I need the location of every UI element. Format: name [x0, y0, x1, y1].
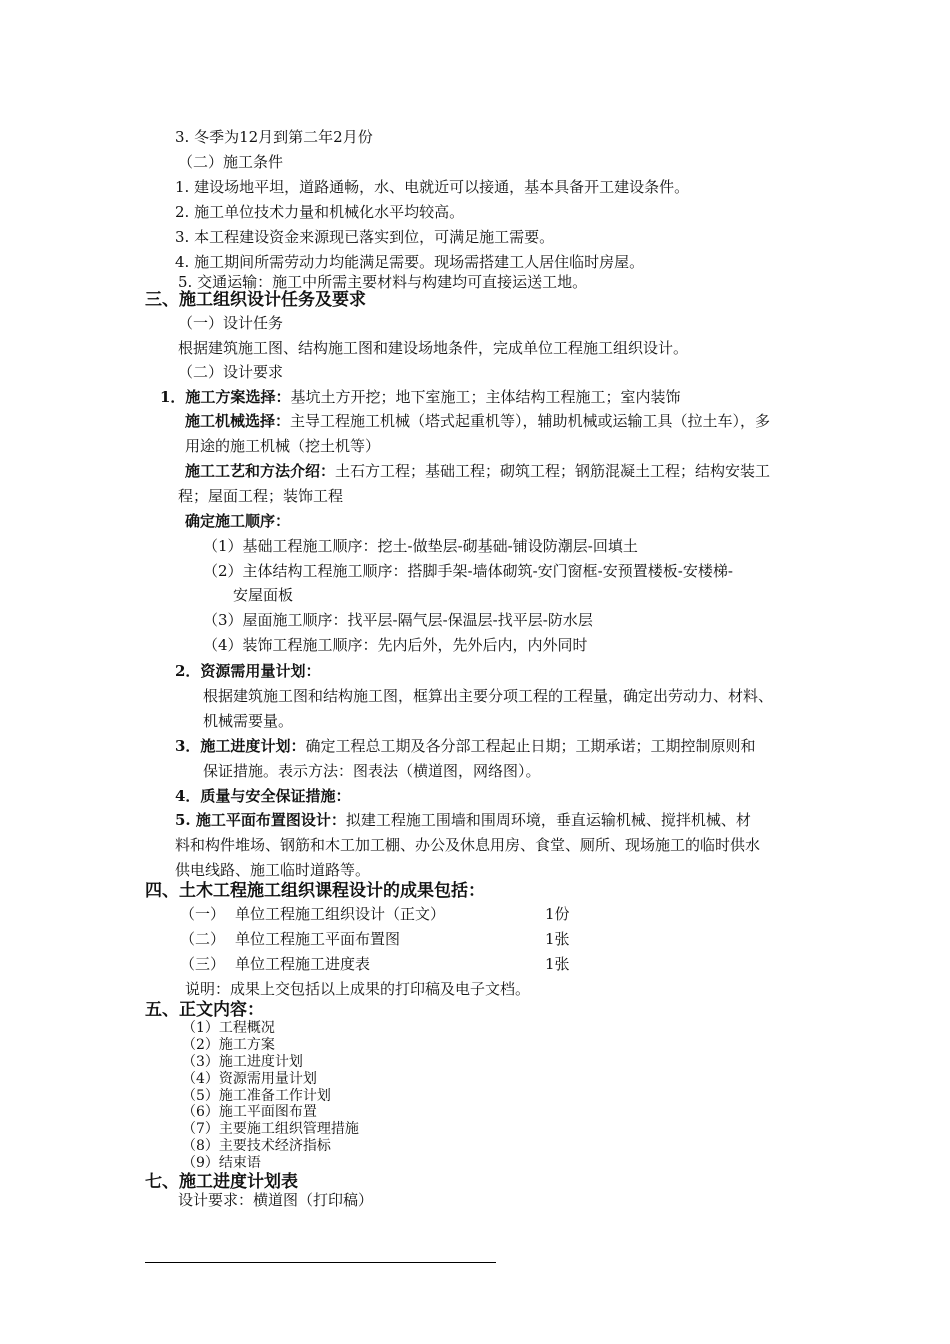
- condition-item-4: 4. 施工期间所需劳动力均能满足需要。现场需搭建工人居住临时房屋。: [175, 253, 645, 271]
- site-layout-text-cont: 料和构件堆场、钢筋和木工加工棚、办公及休息用房、食堂、厕所、现场施工的临时供水: [175, 836, 761, 854]
- site-layout-text-cont2: 供电线路、施工临时道路等。: [175, 861, 371, 879]
- requirement-label: 施工工艺和方法介绍：: [185, 462, 336, 480]
- schedule-plan-label: 3．施工进度计划：: [175, 737, 306, 755]
- resource-plan-label: 2．资源需用量计划：: [175, 662, 321, 680]
- site-layout-text: 拟建工程施工围墙和围周环境，垂直运输机械、搅拌机械、材: [345, 811, 751, 829]
- sequence-item-3: （3）屋面施工顺序：找平层-隔气层-保温层-找平层-防水层: [203, 611, 593, 629]
- design-task-text: 根据建筑施工图、结构施工图和建设场地条件，完成单位工程施工组织设计。: [178, 339, 689, 357]
- contents-item: （6）施工平面图布置: [182, 1104, 317, 1120]
- requirement-methods: [185, 461, 770, 481]
- sequence-item-2-cont: 安屋面板: [233, 586, 294, 604]
- condition-item-3: 3. 本工程建设资金来源现已落实到位，可满足施工需要。: [175, 228, 555, 246]
- site-layout-design: [175, 810, 751, 830]
- sequence-item-1: （1）基础工程施工顺序：挖土-做垫层-砌基础-铺设防潮层-回填土: [203, 537, 638, 555]
- contents-item: （4）资源需用量计划: [182, 1071, 317, 1087]
- deliverable-name: 单位工程施工进度表: [235, 955, 371, 973]
- deliverable-qty: 1张: [545, 930, 570, 948]
- requirement-text: 土石方工程；基础工程；砌筑工程；钢筋混凝土工程；结构安装工: [335, 462, 771, 480]
- schedule-plan: [175, 736, 755, 756]
- deliverable-qty: 1份: [545, 905, 570, 923]
- footnote-divider: [145, 1262, 496, 1263]
- schedule-table-requirement: 设计要求：横道图（打印稿）: [178, 1191, 374, 1209]
- deliverable-no: （二）: [180, 930, 226, 948]
- requirement-label: 1．施工方案选择：: [160, 388, 291, 406]
- requirement-text: 基坑土方开挖；地下室施工；主体结构工程施工；室内装饰: [290, 388, 681, 406]
- contents-item: （5）施工准备工作计划: [182, 1088, 331, 1104]
- resource-plan-text-cont: 机械需要量。: [203, 712, 294, 730]
- deliverable-name: 单位工程施工组织设计（正文）: [235, 905, 446, 923]
- subsection-design-requirements: （二）设计要求: [178, 363, 284, 381]
- deliverable-qty: 1张: [545, 955, 570, 973]
- condition-item-2: 2. 施工单位技术力量和机械化水平均较高。: [175, 203, 465, 221]
- requirement-text: 主导工程施工机械（塔式起重机等），辅助机械或运输工具（拉土车），多: [290, 412, 771, 430]
- contents-item: （2）施工方案: [182, 1037, 275, 1053]
- contents-item: （1）工程概况: [182, 1020, 275, 1036]
- requirement-construction-plan: [160, 387, 680, 407]
- sequence-item-4: （4）装饰工程施工顺序：先内后外，先外后内，内外同时: [203, 636, 588, 654]
- contents-item: （3）施工进度计划: [182, 1054, 303, 1070]
- quality-safety-label: 4．质量与安全保证措施：: [175, 787, 351, 805]
- condition-item-1: 1. 建设场地平坦，道路通畅，水、电就近可以接通，基本具备开工建设条件。: [175, 178, 690, 196]
- schedule-plan-text: 确定工程总工期及各分部工程起止日期；工期承诺；工期控制原则和: [305, 737, 756, 755]
- contents-item: （8）主要技术经济指标: [182, 1138, 331, 1154]
- requirement-methods-cont: 程；屋面工程；装饰工程: [178, 487, 344, 505]
- section-heading-3: 三、施工组织设计任务及要求: [145, 290, 366, 310]
- contents-item: （7）主要施工组织管理措施: [182, 1121, 359, 1137]
- site-layout-label: 5. 施工平面布置图设计：: [175, 811, 346, 829]
- deliverable-no: （一）: [180, 905, 226, 923]
- schedule-plan-text-cont: 保证措施。表示方法：图表法（横道图，网络图）。: [203, 762, 541, 780]
- subsection-design-task: （一）设计任务: [178, 314, 284, 332]
- deliverable-name: 单位工程施工平面布置图: [235, 930, 401, 948]
- condition-item-5: 5. 交通运输：施工中所需主要材料与构建均可直接运送工地。: [178, 273, 588, 291]
- section-heading-4: 四、土木工程施工组织课程设计的成果包括：: [145, 881, 485, 901]
- requirement-machinery: [185, 411, 770, 431]
- sequence-item-2: （2）主体结构工程施工顺序：搭脚手架-墙体砌筑-安门窗框-安预置楼板-安楼梯-: [203, 562, 733, 580]
- subsection-construction-conditions: （二）施工条件: [178, 153, 284, 171]
- requirement-label: 施工机械选择：: [185, 412, 291, 430]
- resource-plan-text: 根据建筑施工图和结构施工图，框算出主要分项工程的工程量，确定出劳动力、材料、: [203, 687, 774, 705]
- winter-period-line: 3. 冬季为12月到第二年2月份: [175, 128, 373, 146]
- requirement-machinery-cont: 用途的施工机械（挖土机等）: [185, 437, 381, 455]
- deliverable-no: （三）: [180, 955, 226, 973]
- section-heading-5: 五、正文内容：: [145, 1000, 264, 1020]
- requirement-sequence-label: 确定施工顺序：: [185, 512, 291, 530]
- section-heading-7: 七、施工进度计划表: [145, 1172, 298, 1192]
- deliverables-note: 说明：成果上交包括以上成果的打印稿及电子文档。: [185, 980, 531, 998]
- contents-item: （9）结束语: [182, 1155, 261, 1171]
